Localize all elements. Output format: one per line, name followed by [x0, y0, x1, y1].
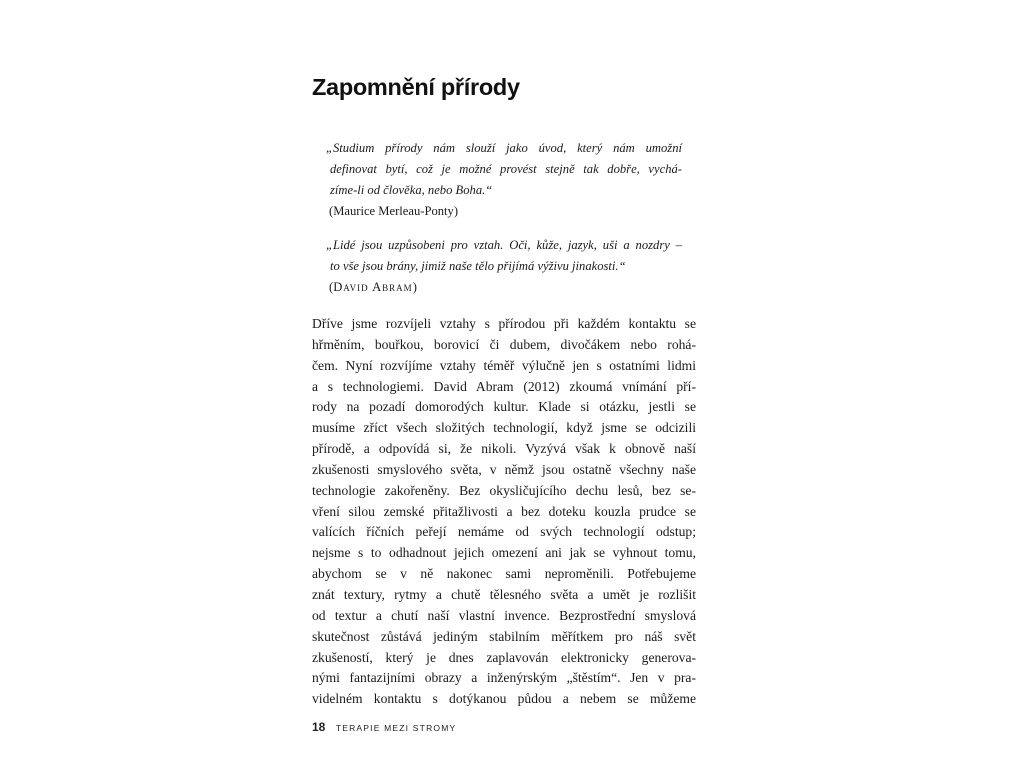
body-line: zkušenosti smyslového světa, v němž jsou ostatně všechny naše	[312, 461, 696, 477]
epigraph-line: definovat bytí, což je možné provést stejně tak dobře, vychá-	[330, 162, 682, 176]
epigraph	[326, 235, 682, 298]
epigraph-line: to vše jsou brány, jimiž naše tělo přijímá výživu jinakosti.“	[330, 259, 626, 273]
body-line: vření silou zemské přitažlivosti a bez doteku kouzla prudce se	[312, 503, 696, 519]
body-line: od textur a chutí naší vlastní invence. Bezprostřední smyslová	[312, 607, 696, 623]
body-line: technologie zakořeněny. Bez okysličujícího dechu lesů, bez se-	[312, 482, 696, 498]
body-line: znát textury, rytmy a chutě tělesného světa a umět je rozlišit	[312, 586, 696, 602]
author-paren-close: )	[412, 280, 417, 294]
body-line: čem. Nyní rozvíjíme vztahy téměř výlučně jen s ostatními lidmi	[312, 357, 696, 373]
body-line: valících říčních peřejí nemáme od svých technologií odstup;	[312, 524, 696, 540]
body-line: videlném kontaktu s dotýkanou půdou a nebem se můžeme	[312, 691, 696, 707]
body-line: nými fantazijními obrazy a inženýrským „štěstím“. Jen v pra-	[312, 670, 696, 686]
body-line: abychom se v ně nakonec sami neproměnili. Potřebujeme	[312, 566, 696, 582]
body-line: rody na pozadí domorodých kultur. Klade si otázku, jestli se	[312, 399, 696, 415]
running-title: TERAPIE MEZI STROMY	[335, 723, 457, 733]
epigraph-author: (Maurice Merleau-Ponty)	[329, 204, 459, 218]
body-line: zkušeností, který je dnes zaplavován elektronicky generova-	[312, 649, 696, 665]
body-paragraph	[312, 314, 696, 710]
author-name: David Abram	[333, 280, 413, 294]
body-line: Dříve jsme rozvíjeli vztahy s přírodou při každém kontaktu se	[312, 316, 696, 331]
page-footer	[312, 718, 456, 736]
epigraph-line: zíme-li od člověka, nebo Boha.“	[330, 183, 493, 197]
epigraph-author	[326, 277, 682, 298]
chapter-title: Zapomnění přírody	[312, 74, 520, 100]
author-paren-open: (	[329, 280, 334, 294]
epigraph	[326, 138, 682, 222]
body-line: hřměním, bouřkou, borovicí či dubem, divočákem nebo rohá-	[312, 336, 696, 352]
body-line: a s technologiemi. David Abram (2012) zkoumá vnímání pří-	[312, 378, 696, 394]
body-line: přírodě, a odpovídá si, že nikoli. Vyzývá však k obnově naší	[312, 441, 696, 457]
body-line: nejsme s to odhadnout jejich omezení ani jak se vyhnout tomu,	[312, 545, 696, 561]
body-line: skutečnost zůstává jediným stabilním měřítkem pro náš svět	[312, 628, 696, 644]
epigraph-line: „Lidé jsou uzpůsobeni pro vztah. Oči, kůže, jazyk, uši a nozdry –	[326, 238, 682, 252]
page-number: 18	[312, 720, 326, 734]
epigraph-line: „Studium přírody nám slouží jako úvod, který nám umožní	[326, 141, 682, 155]
body-line: musíme zříct všech složitých technologií, když jsme se odcizili	[312, 420, 696, 436]
